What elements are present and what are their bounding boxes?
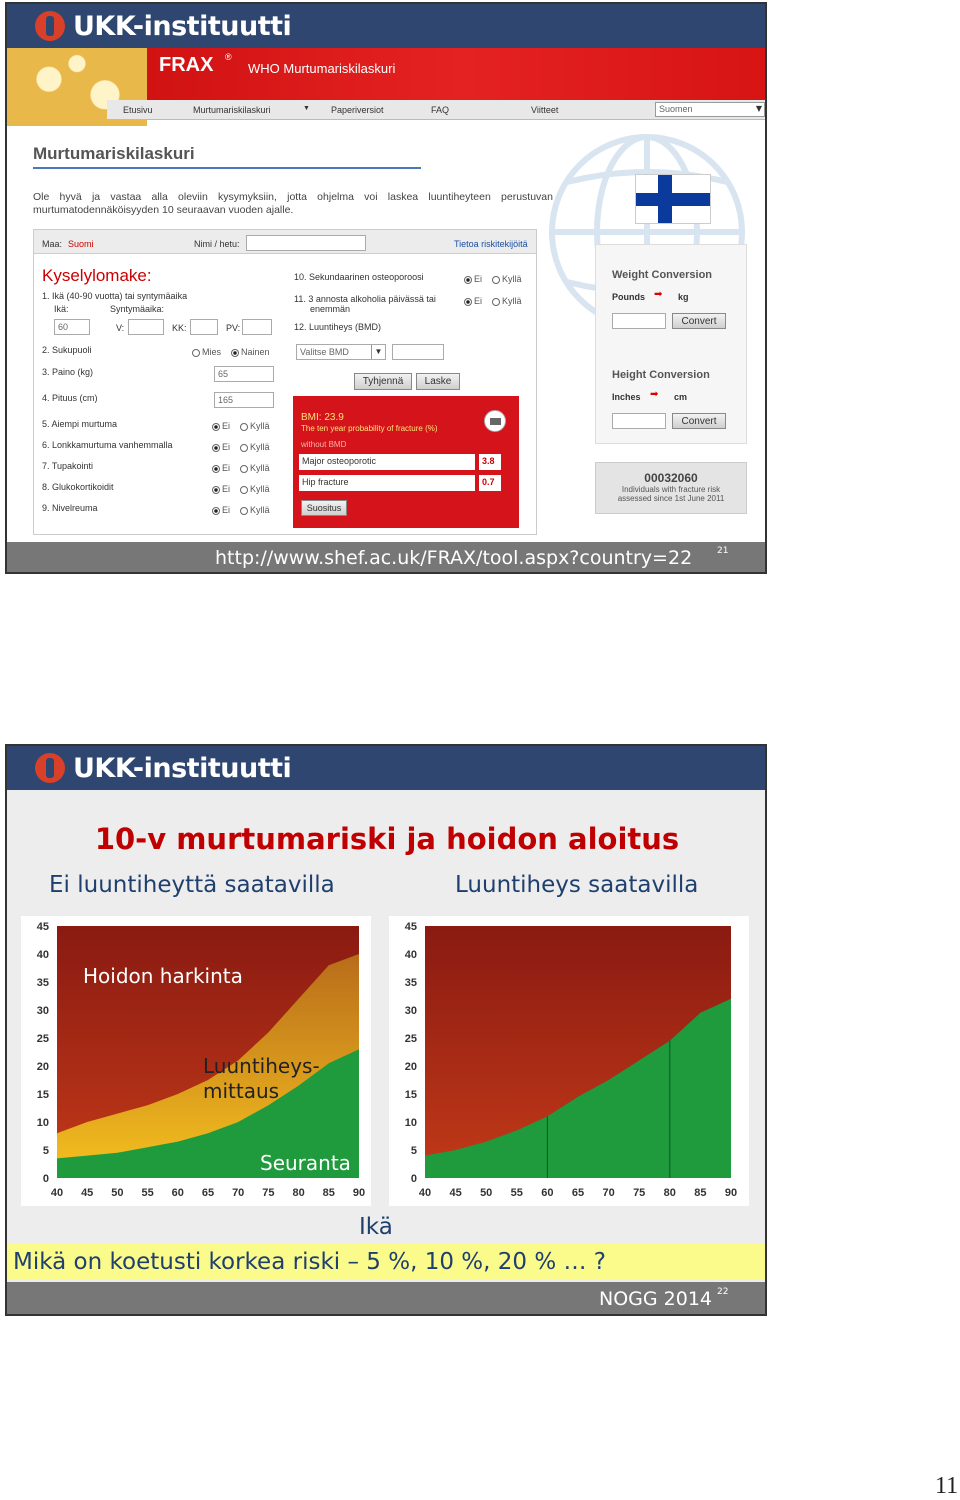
x-tick-label: 60 [171,1187,184,1199]
header-title: UKK-instituutti [73,752,292,784]
x-tick-label: 85 [322,1187,335,1199]
q5-no-radio[interactable]: Ei [212,421,230,431]
x-tick-label: 40 [418,1187,432,1199]
y-tick-label: 10 [36,1117,49,1129]
slide-number: 21 [717,546,729,556]
y-tick-label: 15 [36,1089,49,1101]
q11-no-radio[interactable]: Ei [464,296,482,306]
result-description: The ten year probability of fracture (%) [301,424,438,433]
x-tick-label: 80 [663,1187,676,1199]
q5-yes-radio[interactable]: Kyllä [240,421,270,431]
nav-bar [107,100,767,120]
right-subtitle: Luuntiheys saatavilla [455,872,699,898]
q5-label: 5. Aiempi murtuma [42,419,118,429]
print-icon[interactable] [484,410,506,432]
x-tick-label: 70 [602,1187,615,1199]
x-tick-label: 75 [633,1187,646,1199]
y-tick-label: 5 [42,1145,49,1157]
counter-value: 00032060 [644,471,698,485]
x-tick-label: 85 [694,1187,707,1199]
question-bar [7,1244,767,1280]
day-label: PV: [226,323,241,333]
major-value: 3.8 [482,456,495,466]
label-seuranta: Seuranta [260,1151,351,1175]
nav-murtumariskilaskuri[interactable]: Murtumariskilaskuri [193,105,271,115]
form-panel [33,229,537,535]
q3-label: 3. Paino (kg) [42,367,94,377]
x-tick-label: 75 [262,1187,275,1199]
recommendation-button[interactable]: Suositus [301,500,347,516]
calculate-button[interactable]: Laske [416,373,460,390]
language-select[interactable] [655,102,765,117]
header-title: UKK-instituutti [73,10,292,42]
slide-title: 10-v murtumariski ja hoidon aloitus [94,822,680,856]
y-tick-label: 5 [410,1145,417,1157]
height-convert-button[interactable]: Convert [672,413,726,429]
x-tick-label: 55 [141,1187,154,1199]
nav-faq[interactable]: FAQ [431,105,450,115]
ukk-logo-icon [35,11,65,41]
weight-conversion-title: Weight Conversion [612,269,713,281]
slide-header [7,4,765,48]
name-label: Nimi / hetu: [194,239,240,249]
major-label: Major osteoporotic [302,456,377,466]
y-tick-label: 45 [404,921,417,933]
height-conversion-title: Height Conversion [612,369,710,381]
q7-yes-radio[interactable]: Kyllä [240,463,270,473]
month-label: KK: [172,323,187,333]
question-text: Mikä on koetusti korkea riski – 5 %, 10 %, 20 % … ? [13,1249,607,1275]
y-tick-label: 45 [36,921,49,933]
x-tick-label: 65 [201,1187,215,1199]
x-axis-label: Ikä [359,1214,393,1240]
q1-label: 1. Ikä (40-90 vuotta) tai syntymäaika [42,291,188,301]
y-tick-label: 35 [404,977,417,989]
bmd-input[interactable] [392,344,444,360]
x-tick-label: 50 [480,1187,493,1199]
y-tick-label: 25 [36,1033,49,1045]
q11-label: 11. 3 annosta alkoholia päivässä tai [294,294,436,304]
sex-female-radio[interactable]: Nainen [231,347,270,357]
hip-value-box [479,475,501,491]
result-box [293,396,519,528]
y-tick-label: 30 [404,1005,417,1017]
left-subtitle: Ei luuntiheyttä saatavilla [49,872,335,898]
x-tick-label: 45 [81,1187,94,1199]
slide-footer [7,1282,765,1316]
country-label: Maa: [42,239,63,249]
y-tick-label: 40 [404,949,417,961]
birth-label: Syntymäaika: [110,304,165,314]
q6-label: 6. Lonkkamurtuma vanhemmalla [42,440,173,450]
language-value: Suomen [659,104,693,114]
q7-no-radio[interactable]: Ei [212,463,230,473]
nav-viitteet[interactable]: Viitteet [531,105,559,115]
y-tick-label: 0 [42,1173,49,1185]
chart-with-bmd [389,916,749,1206]
q8-no-radio[interactable]: Ei [212,484,230,494]
inches-input[interactable] [612,413,666,429]
finland-flag-icon [635,174,711,224]
counter-box [595,462,747,514]
y-tick-label: 30 [36,1005,49,1017]
x-tick-label: 50 [111,1187,124,1199]
frax-reg: ® [225,52,232,62]
month-input[interactable] [190,319,218,335]
q9-yes-radio[interactable]: Kyllä [240,505,270,515]
day-input[interactable] [242,319,272,335]
height-input[interactable]: 165 [214,392,274,408]
x-tick-label: 60 [541,1187,554,1199]
risk-info-link[interactable]: Tietoa riskitekijöitä [454,239,528,249]
chevron-down-icon: ▼ [755,104,762,113]
sex-male-radio[interactable]: Mies [192,347,221,357]
major-value-box [479,454,501,470]
label-luuntiheys-2: mittaus [203,1079,280,1103]
frax-banner [7,48,767,100]
q9-no-radio[interactable]: Ei [212,505,230,515]
q8-yes-radio[interactable]: Kyllä [240,484,270,494]
chevron-down-icon: ▼ [371,345,385,359]
slide-header [7,746,765,790]
counter-desc-2: assessed since 1st June 2011 [617,494,725,503]
pounds-input[interactable] [612,313,666,329]
q6-yes-radio[interactable]: Kyllä [240,442,270,452]
x-tick-label: 70 [232,1187,245,1199]
q12-label: 12. Luuntiheys (BMD) [294,322,382,332]
cm-label: cm [674,392,688,402]
slide-number: 22 [717,1287,729,1297]
year-input[interactable] [128,319,164,335]
x-tick-label: 45 [449,1187,462,1199]
q10-label: 10. Sekundaarinen osteoporoosi [294,272,424,282]
slide-frax [5,2,767,574]
arrow-right-icon: ➡ [650,389,659,400]
hip-label: Hip fracture [302,477,349,487]
result-bmi: BMI: 23.9 [301,412,344,423]
major-row [299,454,475,470]
age-label: Ikä: [54,304,69,314]
q4-label: 4. Pituus (cm) [42,393,98,403]
result-without-bmd: without BMD [301,440,347,449]
y-tick-label: 15 [404,1089,417,1101]
x-tick-label: 65 [571,1187,585,1199]
y-tick-label: 20 [404,1061,417,1073]
slide-footer [7,542,765,574]
x-tick-label: 90 [724,1187,738,1199]
y-tick-label: 35 [36,977,49,989]
nav-etusivu[interactable]: Etusivu [123,105,153,115]
y-tick-label: 40 [36,949,49,961]
hip-value: 0.7 [482,477,495,487]
country-value: Suomi [68,239,94,249]
q11-yes-radio[interactable]: Kyllä [492,296,522,306]
q8-label: 8. Glukokortikoidit [42,482,114,492]
title-underline [33,167,421,169]
pounds-label: Pounds [612,292,645,302]
footer-source: NOGG 2014 [599,1288,713,1310]
intro-text: Ole hyvä ja vastaa alla oleviin kysymyksiin, jotta ohjelma voi laskea luuntiheyteen perustuvan murtumatodennäköisyyden 10 seuraavan vuoden ajalle. [33,191,553,216]
weight-input[interactable]: 65 [214,366,274,382]
document-page-number: 11 [935,1473,959,1499]
form-title: Kyselylomake: [42,266,152,285]
y-tick-label: 0 [410,1173,417,1185]
frax-title: FRAX [159,54,214,76]
inches-label: Inches [612,392,641,402]
slide-risk [5,744,767,1316]
x-tick-label: 90 [352,1187,366,1199]
q7-label: 7. Tupakointi [42,461,94,471]
nav-dropdown-icon[interactable]: ▼ [303,105,310,112]
year-label: V: [116,323,125,333]
x-tick-label: 55 [510,1187,523,1199]
counter-desc-1: Individuals with fracture risk [621,485,721,494]
weight-convert-button[interactable]: Convert [672,313,726,329]
frax-subtitle: WHO Murtumariskilaskuri [248,61,396,76]
age-input[interactable]: 60 [54,319,90,335]
label-luuntiheys-1: Luuntiheys- [203,1054,320,1078]
bmd-select[interactable] [296,344,386,360]
q2-label: 2. Sukupuoli [42,345,92,355]
page-title: Murtumariskilaskuri [33,144,195,163]
q9-label: 9. Nivelreuma [42,503,98,513]
name-input[interactable] [246,235,366,251]
y-tick-label: 20 [36,1061,49,1073]
arrow-right-icon: ➡ [654,289,663,300]
hip-row [299,475,475,491]
nav-paperiversiot[interactable]: Paperiversiot [331,105,384,115]
bmd-select-value: Valitse BMD [300,347,349,357]
clear-button[interactable]: Tyhjennä [354,373,412,390]
y-tick-label: 10 [404,1117,417,1129]
ukk-logo-icon [35,753,65,783]
q6-no-radio[interactable]: Ei [212,442,230,452]
label-hoidon-harkinta: Hoidon harkinta [83,964,243,988]
x-tick-label: 40 [50,1187,64,1199]
q10-yes-radio[interactable]: Kyllä [492,274,522,284]
q11-label-cont: enemmän [310,304,351,314]
x-tick-label: 80 [292,1187,305,1199]
q10-no-radio[interactable]: Ei [464,274,482,284]
y-tick-label: 25 [404,1033,417,1045]
kg-label: kg [678,292,689,302]
footer-url: http://www.shef.ac.uk/FRAX/tool.aspx?country=22 [215,547,693,569]
weight-conversion-panel [595,244,747,444]
